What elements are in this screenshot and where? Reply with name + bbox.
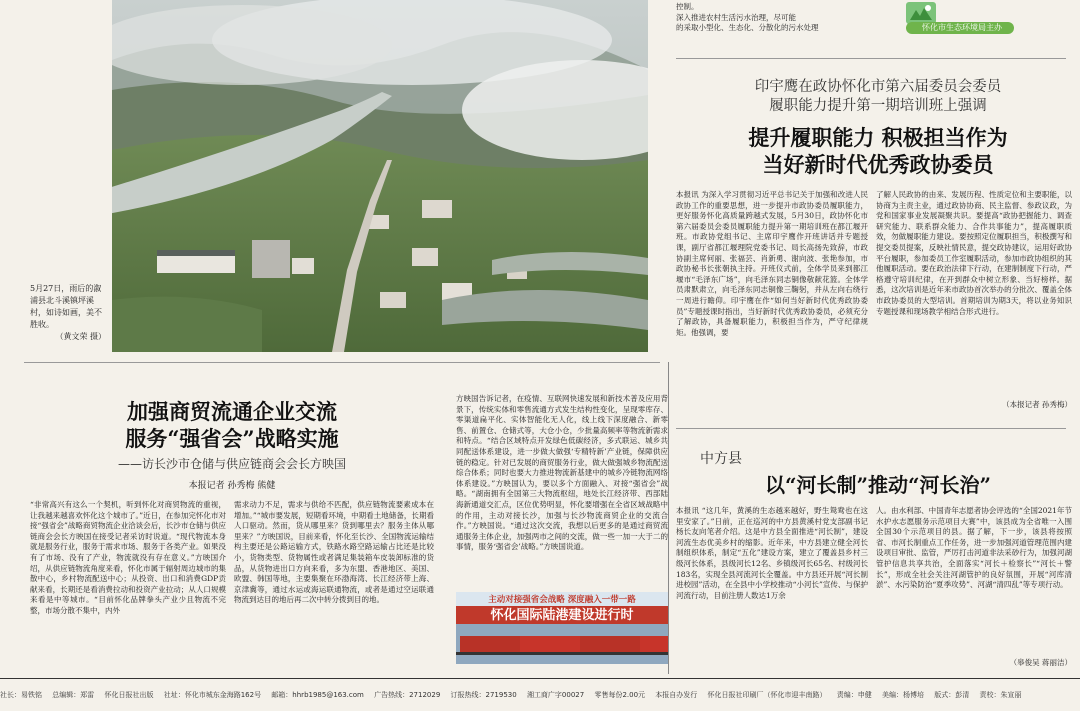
interview-headline-line-1: 加强商贸流通企业交流	[127, 399, 337, 424]
river-column-2: 人。由水利部、中国青年志愿者协会评选的“全国2021年节水护水志愿服务示范项目大赛”中，该县成为全省唯一入围全国30个示范项目的县。据了解，下一步，该县将按照省、市河长制重点工作任务，进一步加强河道管理范围内建设项目审批、监管，严厉打击河道非法采砂行为，加强河湖管护信息共享共治，全面落实“河长＋检察长”“河长＋警长”，形成全社会关注河湖管护的良好氛围，开展“河库清淤”、水污染防治“夏季攻势”、河湖“清四乱”等专项行动。	[876, 506, 1072, 590]
sponsor-logo-text: 怀化市生态环境局主办	[922, 23, 1002, 32]
top-right-text	[676, 2, 884, 34]
port-banner	[456, 592, 668, 664]
column-divider	[668, 362, 669, 674]
photo-caption-text: 5月27日，雨后的溆浦县北斗溪镇坪溪村，如诗如画，美不胜收。	[30, 284, 102, 329]
cppcc-column-2: 了解人民政协的由来、发展历程、性质定位和主要职能，以协商为主责主业，通过政协协商、民主监督、参政议政，为党和国家事业发展凝聚共识。要提高“政协把握能力、调查研究能力、联系群众能力、合作共事能力”，提高履职质效，勿做履职能力建设。要按照定位履职担当，积极撰写和提交委员提案，反映社情民意，提交政协建议，运用好政协平台履职，参加委员工作室履职活动，参加市政协组织的其他履职活动。要在政治法律下行动，在建制制度下行动，严格遵守培训纪律，在开到群众中树立形象、当好榜样。据悉，这次培训是近年来市政协首次举办的分批次、覆盖全体市政协委员的大型培训。首期培训为期3天，将以业务知识专题授课和现场教学相结合形式进行。	[876, 190, 1072, 316]
footer-item: 湘工商广字00027	[526, 691, 585, 699]
landscape-photo	[112, 0, 648, 352]
sponsor-logo	[906, 0, 1014, 34]
photo-credit: （黄文荣 摄）	[55, 332, 106, 341]
interview-column-3: 方映国告诉记者，在疫情、互联网快速发展和新技术普及应用背景下，传统实体和零售流通方式发生结构性变化，呈现零库存、零渠道扁平化、实体智能化无人化，线上线下深度融合、新零售、前置仓、仓储式等，大仓小仓，少批量高频率等物流新需求和特点。“结合区域特点开发绿色低碳经济，多式联运、城乡共同配送体系建设，进一步做大做强‘专精特新’产业链，保障供应链的稳定。针对已发展的商贸服务行业，做大做强城乡物流配送综合体系；同时也要大力推进物流新基建中的城乡冷链物流网络体系建设。”方映国认为，要以多个方面融入、对接“强省会”战略。“湖南拥有全国第三大物流枢纽，地处长江经济带、西部陆海新通道交汇点，区位优势明显，怀化要增强在全省区域战略中的作用，主动对接长沙，加强与长沙物流商贸企业的交流合作。”方映国说。“通过这次交流，我想以后更多的是通过商贸流通服务主体企业，加强两市之间的交流，做一些一加一大于二的事情，服务‘强省会’战略。”方映国说道。	[456, 394, 668, 552]
footer-item: 版式：彭清	[934, 691, 970, 699]
river-divider	[676, 428, 1066, 429]
cppcc-headline-line-2: 当好新时代优秀政协委员	[762, 152, 994, 177]
cppcc-column-1: 本报讯 为深入学习贯彻习近平总书记关于加强和改进人民政协工作的重要思想，进一步提升市政协委员履职能力，更好服务怀化高质量跨越式发展，5月30日，政协怀化市第六届委员会委员履职能力提升第一期培训班在都江堰开班。市政协党组书记、主席印宇鹰作开班讲话并专题授课，副厅省都江堰理院党委书记、局长高扬先致辞，市政协副主席何丽、张福芸、肖新勇、谢向波、张艳参加，市政协秘书长张朝执主持。开班仪式前，全体学员来到都江堰市“毛泽东广场”，向毛泽东同志铜像敬献花篮。全体学员肃默肃立，向毛泽东同志铜像三鞠躬，并从左向右绕行一周进行瞻仰。印宇鹰在作“如何当好新时代优秀政协委员”专题授课时指出，当好新时代优秀政协委员，必须充分了解政协，具备履职能力，积极担当作为，严守纪律规矩。他强调，要	[676, 190, 868, 337]
river-credit: （皋俊吴 蒋丽洁）	[1009, 658, 1072, 667]
photo-divider	[24, 362, 660, 363]
banner-line-1: 主动对接强省会战略 深度融入一带一路	[488, 595, 636, 605]
river-column-1: 本报讯 “这几年，黄溪的生态越来越好，野生鸳鸯也在这里安家了。”日前，正在巡河的中方县黄溪村党支部副书记杨长友向笔者介绍。这是中方县全面推进“河长制”，建设河流生态优美乡村的缩影。近年来，中方县建立健全河长制组织体系，制定“五化”建设方案，建立了覆盖县乡村三级河长体系，县级河长12名、乡镇级河长65名、村级河长183名，实现全县河流河长全覆盖。中方县还开展“河长制进校园”活动，在全县中小学校推动“小河长”宣传、与保护河流行动，目前注册人数达1万余	[676, 506, 868, 600]
interview-column-2: 需求动力不足，需求与供给不匹配，供应链物流要素成本在增加。”“城市要发展，短期看环境，中期看土地储备，长期看人口驱动。然而，货从哪里来？货到哪里去？服务主体从哪里来？”方映国说，目前来看，怀化至长沙、全国物流运输结构主要还是公路运输方式，铁路水路空路运输占比还是比较小，货物类型、货物属性或者满足集装箱车皮装卸标准的货品，从货物进出口方向来看，多为东盟、香港地区、美国、欧盟、韩国等地，主要集聚在环渤海湾、长江经济带上海、京津冀等，通过水运或海运联通物流，或者是通过空运联通物流到达目的地后再二次中转分拨到目的地。	[234, 500, 434, 605]
footer-item: 怀化日报社出版	[104, 691, 154, 699]
footer-item: 怀化日报社印刷厂（怀化市迎丰南路）	[707, 691, 827, 699]
interview-headline	[30, 398, 434, 452]
interview-column-1: “非常高兴有这么一个契机，听到怀化对商贸物流的重视，让我越来越喜欢怀化这个城市了。”近日，在参加完怀化市对接“强省会”战略商贸物流企业洽谈会后，长沙市仓储与供应链商会会长方映国在接受记者采访时说道。“现代物流本身就是服务行业，服务于需求市场、服务于各类产业。如果没有了市场、没有了产业，物流就没有存在意义。”方映国介绍，从供应链物流角度来看，怀化市属于辐射周边城市的集散中心，乡村物流配送中心；从投资、出口和消费GDP贡献来看，长期还是看消费拉动和投资产业拉动；从人口规模来看是中等城市。“目前怀化品牌拳头产业少且物流不完整，市场分散不集中，内外	[30, 500, 226, 615]
river-place-label: 中方县	[700, 451, 742, 467]
river-headline: 以“河长制”推动“河长治”	[764, 473, 991, 497]
top-right-line-1: 控制。	[676, 2, 699, 11]
footer-item: 订报热线：2719530	[450, 691, 517, 699]
cppcc-headline-line-1: 提升履职能力 积极担当作为	[748, 125, 1008, 150]
footer-item: 零售每份2.00元	[594, 691, 646, 699]
cppcc-kicker-line-2: 履职能力提升第一期培训班上强调	[769, 98, 987, 114]
footer-item: 社址：怀化市城东金海路162号	[163, 691, 262, 699]
interview-subtitle: ——访长沙市仓储与供应链商会会长方映国	[117, 457, 346, 471]
footer-rule	[0, 678, 1080, 679]
footer-item: 责编：申健	[836, 691, 872, 699]
cppcc-kicker-line-1: 印宇鹰在政协怀化市第六届委员会委员	[754, 79, 1002, 95]
top-right-line-2: 深入推进农村生活污水治理，尽可能	[676, 12, 796, 22]
banner-line-2: 怀化国际陆港建设进行时	[490, 608, 634, 623]
footer-item: 本报自办发行	[655, 691, 698, 699]
footer-item: 社长：易铁铭	[0, 691, 42, 699]
interview-headline-line-2: 服务“强省会”战略实施	[125, 426, 339, 451]
footer-item: 责校：朱宣丽	[979, 691, 1022, 699]
footer-item: 广告热线：2712029	[374, 691, 441, 699]
top-right-divider	[676, 58, 1066, 59]
top-right-line-3: 的采取小型化、生态化、分散化的污水处理	[676, 23, 819, 33]
cppcc-kicker	[690, 78, 1066, 116]
interview-byline: 本报记者 孙秀梅 熊健	[188, 481, 276, 491]
footer-item: 邮箱：hhrb1985@163.com	[271, 691, 364, 699]
footer-item: 总编辑：郑雷	[52, 691, 95, 699]
cppcc-headline	[690, 124, 1066, 178]
cppcc-credit: （本报记者 孙秀梅）	[1002, 400, 1072, 409]
photo-caption	[30, 283, 106, 343]
masthead-footer	[0, 680, 1080, 711]
footer-item: 美编：杨博培	[881, 691, 924, 699]
